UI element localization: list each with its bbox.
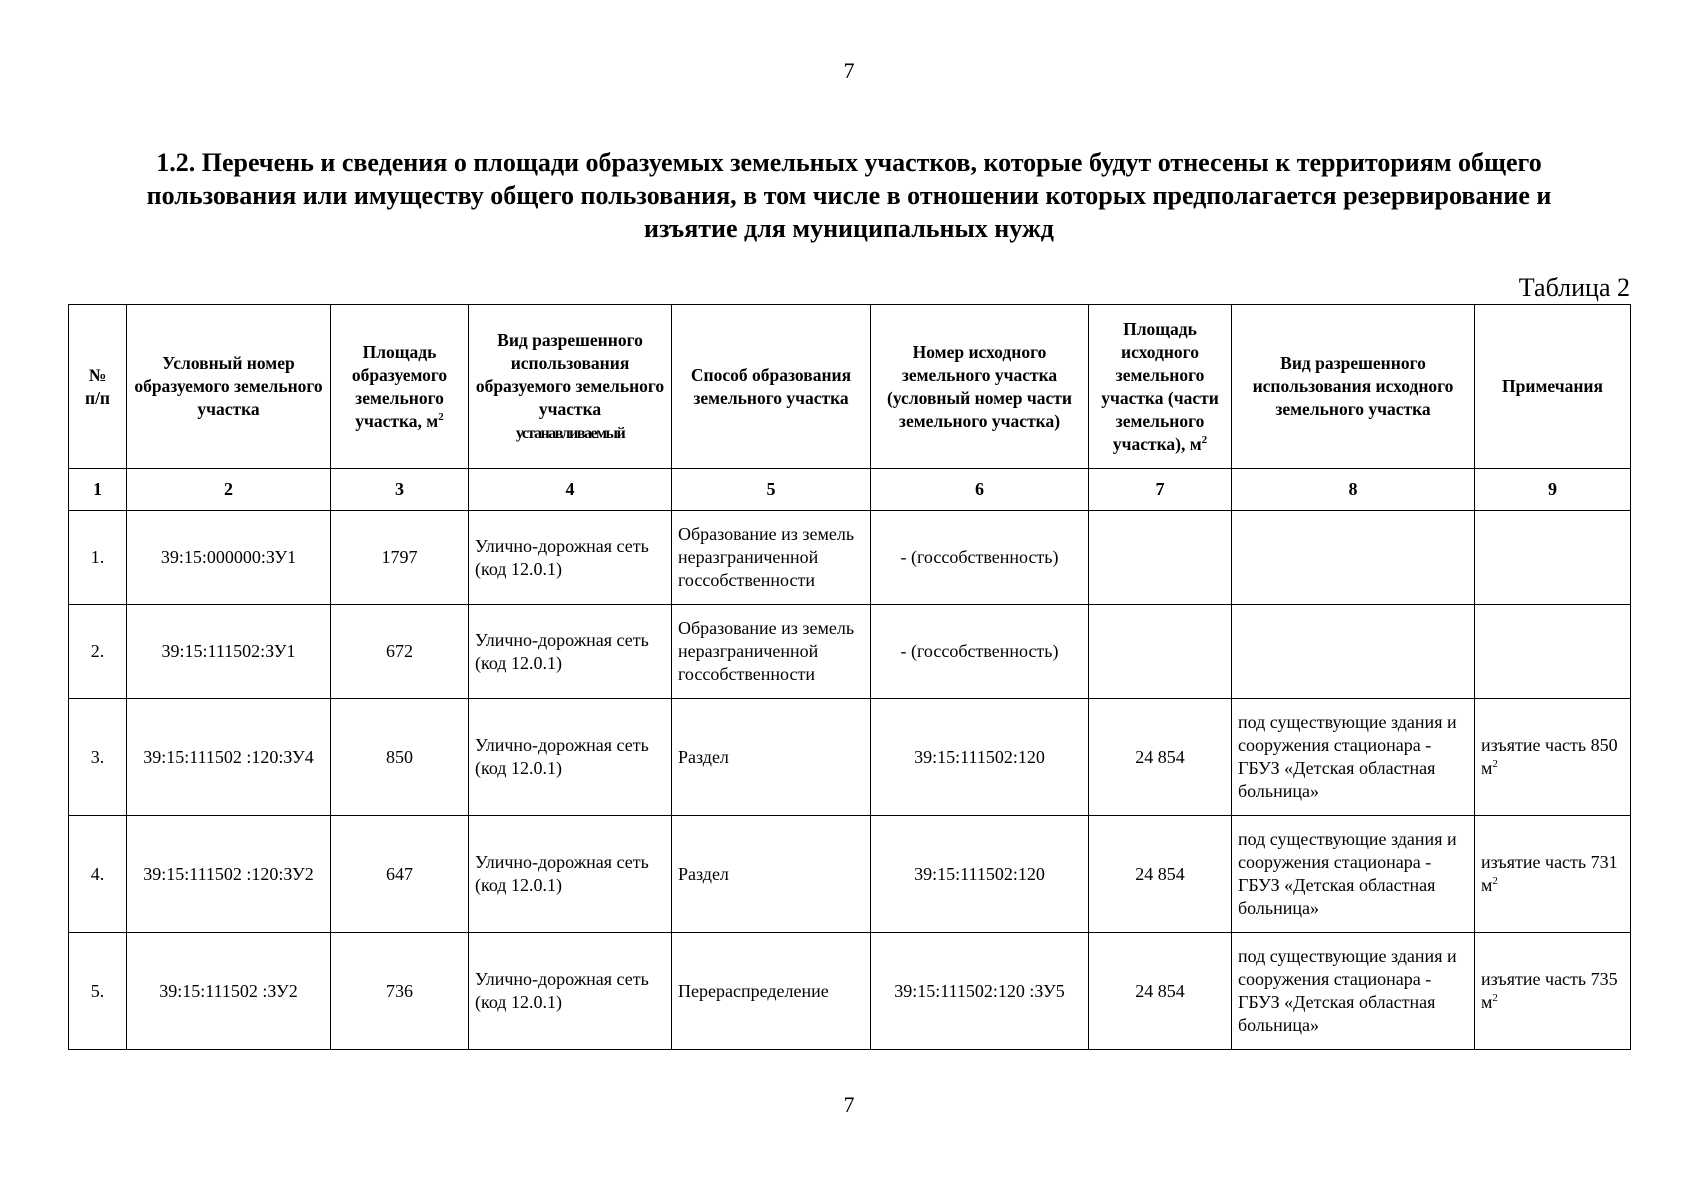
cell-source-use: под существующие здания и сооружения стационара - ГБУЗ «Детская областная больница» bbox=[1232, 699, 1475, 816]
cell-permitted-use: Улично-дорожная сеть (код 12.0.1) bbox=[469, 511, 672, 605]
cell-number: 1. bbox=[69, 511, 127, 605]
cell-source-use: под существующие здания и сооружения стационара - ГБУЗ «Детская областная больница» bbox=[1232, 816, 1475, 933]
cell-number: 3. bbox=[69, 699, 127, 816]
cell-area: 672 bbox=[331, 605, 469, 699]
cell-source-area bbox=[1089, 605, 1232, 699]
cell-number: 5. bbox=[69, 933, 127, 1050]
cell-area: 1797 bbox=[331, 511, 469, 605]
table-row bbox=[69, 816, 1631, 933]
cell-permitted-use: Улично-дорожная сеть (код 12.0.1) bbox=[469, 605, 672, 699]
cell-source-use bbox=[1232, 605, 1475, 699]
table-row bbox=[69, 605, 1631, 699]
cell-note bbox=[1475, 605, 1631, 699]
header-formation-method: Способ образования земельного участка bbox=[672, 305, 871, 469]
column-number: 5 bbox=[672, 469, 871, 511]
cell-formation-method: Раздел bbox=[672, 816, 871, 933]
cell-area: 647 bbox=[331, 816, 469, 933]
cell-source-use: под существующие здания и сооружения стационара - ГБУЗ «Детская областная больница» bbox=[1232, 933, 1475, 1050]
cell-source-id: 39:15:111502:120 bbox=[871, 816, 1089, 933]
header-source-area-sup: 2 bbox=[1201, 433, 1208, 446]
header-area-sup: 2 bbox=[438, 410, 444, 423]
cell-number: 4. bbox=[69, 816, 127, 933]
document-title: 1.2. Перечень и сведения о площади образуемых земельных участков, которые будут отнесены к территориям общего пользования или имуществу общего пользования, в том числе в отношении которых предполагается резервирование и изъятие для муниципальных нужд bbox=[146, 148, 1552, 243]
column-number: 3 bbox=[331, 469, 469, 511]
cell-source-use bbox=[1232, 511, 1475, 605]
page-number-top: 7 bbox=[843, 58, 855, 83]
header-number-line1: № bbox=[88, 364, 107, 385]
cell-area: 736 bbox=[331, 933, 469, 1050]
cell-note-text: изъятие часть 731 м bbox=[1481, 852, 1618, 895]
column-number: 2 bbox=[127, 469, 331, 511]
cell-source-area bbox=[1089, 511, 1232, 605]
table-row bbox=[69, 933, 1631, 1050]
cell-source-id: - (госсобственность) bbox=[871, 605, 1089, 699]
cell-note bbox=[1475, 933, 1631, 1050]
cell-note-text: изъятие часть 850 м bbox=[1481, 735, 1618, 778]
header-source-area bbox=[1089, 305, 1232, 469]
table-row bbox=[69, 511, 1631, 605]
table-header-row bbox=[69, 305, 1631, 469]
column-number-row bbox=[69, 469, 1631, 511]
cell-plot-id: 39:15:111502 :120:ЗУ2 bbox=[127, 816, 331, 933]
column-number: 7 bbox=[1089, 469, 1232, 511]
cell-permitted-use: Улично-дорожная сеть (код 12.0.1) bbox=[469, 816, 672, 933]
cell-source-area: 24 854 bbox=[1089, 816, 1232, 933]
header-permitted-use bbox=[469, 305, 672, 469]
cell-source-id: - (госсобственность) bbox=[871, 511, 1089, 605]
column-number: 6 bbox=[871, 469, 1089, 511]
cell-formation-method: Перераспределение bbox=[672, 933, 871, 1050]
cell-source-id: 39:15:111502:120 bbox=[871, 699, 1089, 816]
cell-note-text: изъятие часть 735 м bbox=[1481, 969, 1618, 1012]
column-number: 1 bbox=[69, 469, 127, 511]
header-number-line2: п/п bbox=[84, 387, 111, 408]
cell-note-sup: 2 bbox=[1492, 758, 1498, 770]
header-source-area-text: Площадь исходного земельного участка (части земельного участка), м bbox=[1101, 318, 1219, 454]
column-number: 4 bbox=[469, 469, 672, 511]
cell-plot-id: 39:15:111502 :ЗУ2 bbox=[127, 933, 331, 1050]
cell-note bbox=[1475, 511, 1631, 605]
cell-note-sup: 2 bbox=[1492, 992, 1498, 1004]
header-source-use: Вид разрешенного использования исходного земельного участка bbox=[1232, 305, 1475, 469]
header-area bbox=[331, 305, 469, 469]
header-permitted-use-extra: устанавливаемый bbox=[515, 424, 625, 442]
header-notes: Примечания bbox=[1475, 305, 1631, 469]
cell-number: 2. bbox=[69, 605, 127, 699]
header-permitted-use-text: Вид разрешенного использования образуемого земельного участка bbox=[475, 329, 665, 419]
cell-source-area: 24 854 bbox=[1089, 699, 1232, 816]
cell-plot-id: 39:15:000000:ЗУ1 bbox=[127, 511, 331, 605]
header-plot-id: Условный номер образуемого земельного участка bbox=[127, 305, 331, 469]
page-number-bottom: 7 bbox=[843, 1092, 855, 1117]
table-caption: Таблица 2 bbox=[1518, 273, 1630, 302]
header-source-id: Номер исходного земельного участка (условный номер части земельного участка) bbox=[871, 305, 1089, 469]
header-number bbox=[69, 305, 127, 469]
cell-plot-id: 39:15:111502 :120:ЗУ4 bbox=[127, 699, 331, 816]
header-area-text: Площадь образуемого земельного участка, м bbox=[351, 341, 448, 431]
cell-source-area: 24 854 bbox=[1089, 933, 1232, 1050]
cell-note-sup: 2 bbox=[1492, 875, 1498, 887]
column-number: 8 bbox=[1232, 469, 1475, 511]
land-plots-table bbox=[68, 304, 1631, 1050]
cell-formation-method: Раздел bbox=[672, 699, 871, 816]
cell-formation-method: Образование из земель неразграниченной госсобственности bbox=[672, 511, 871, 605]
cell-source-id: 39:15:111502:120 :ЗУ5 bbox=[871, 933, 1089, 1050]
column-number: 9 bbox=[1475, 469, 1631, 511]
cell-note bbox=[1475, 816, 1631, 933]
cell-area: 850 bbox=[331, 699, 469, 816]
table-row bbox=[69, 699, 1631, 816]
cell-note bbox=[1475, 699, 1631, 816]
cell-formation-method: Образование из земель неразграниченной госсобственности bbox=[672, 605, 871, 699]
cell-plot-id: 39:15:111502:ЗУ1 bbox=[127, 605, 331, 699]
cell-permitted-use: Улично-дорожная сеть (код 12.0.1) bbox=[469, 699, 672, 816]
cell-permitted-use: Улично-дорожная сеть (код 12.0.1) bbox=[469, 933, 672, 1050]
